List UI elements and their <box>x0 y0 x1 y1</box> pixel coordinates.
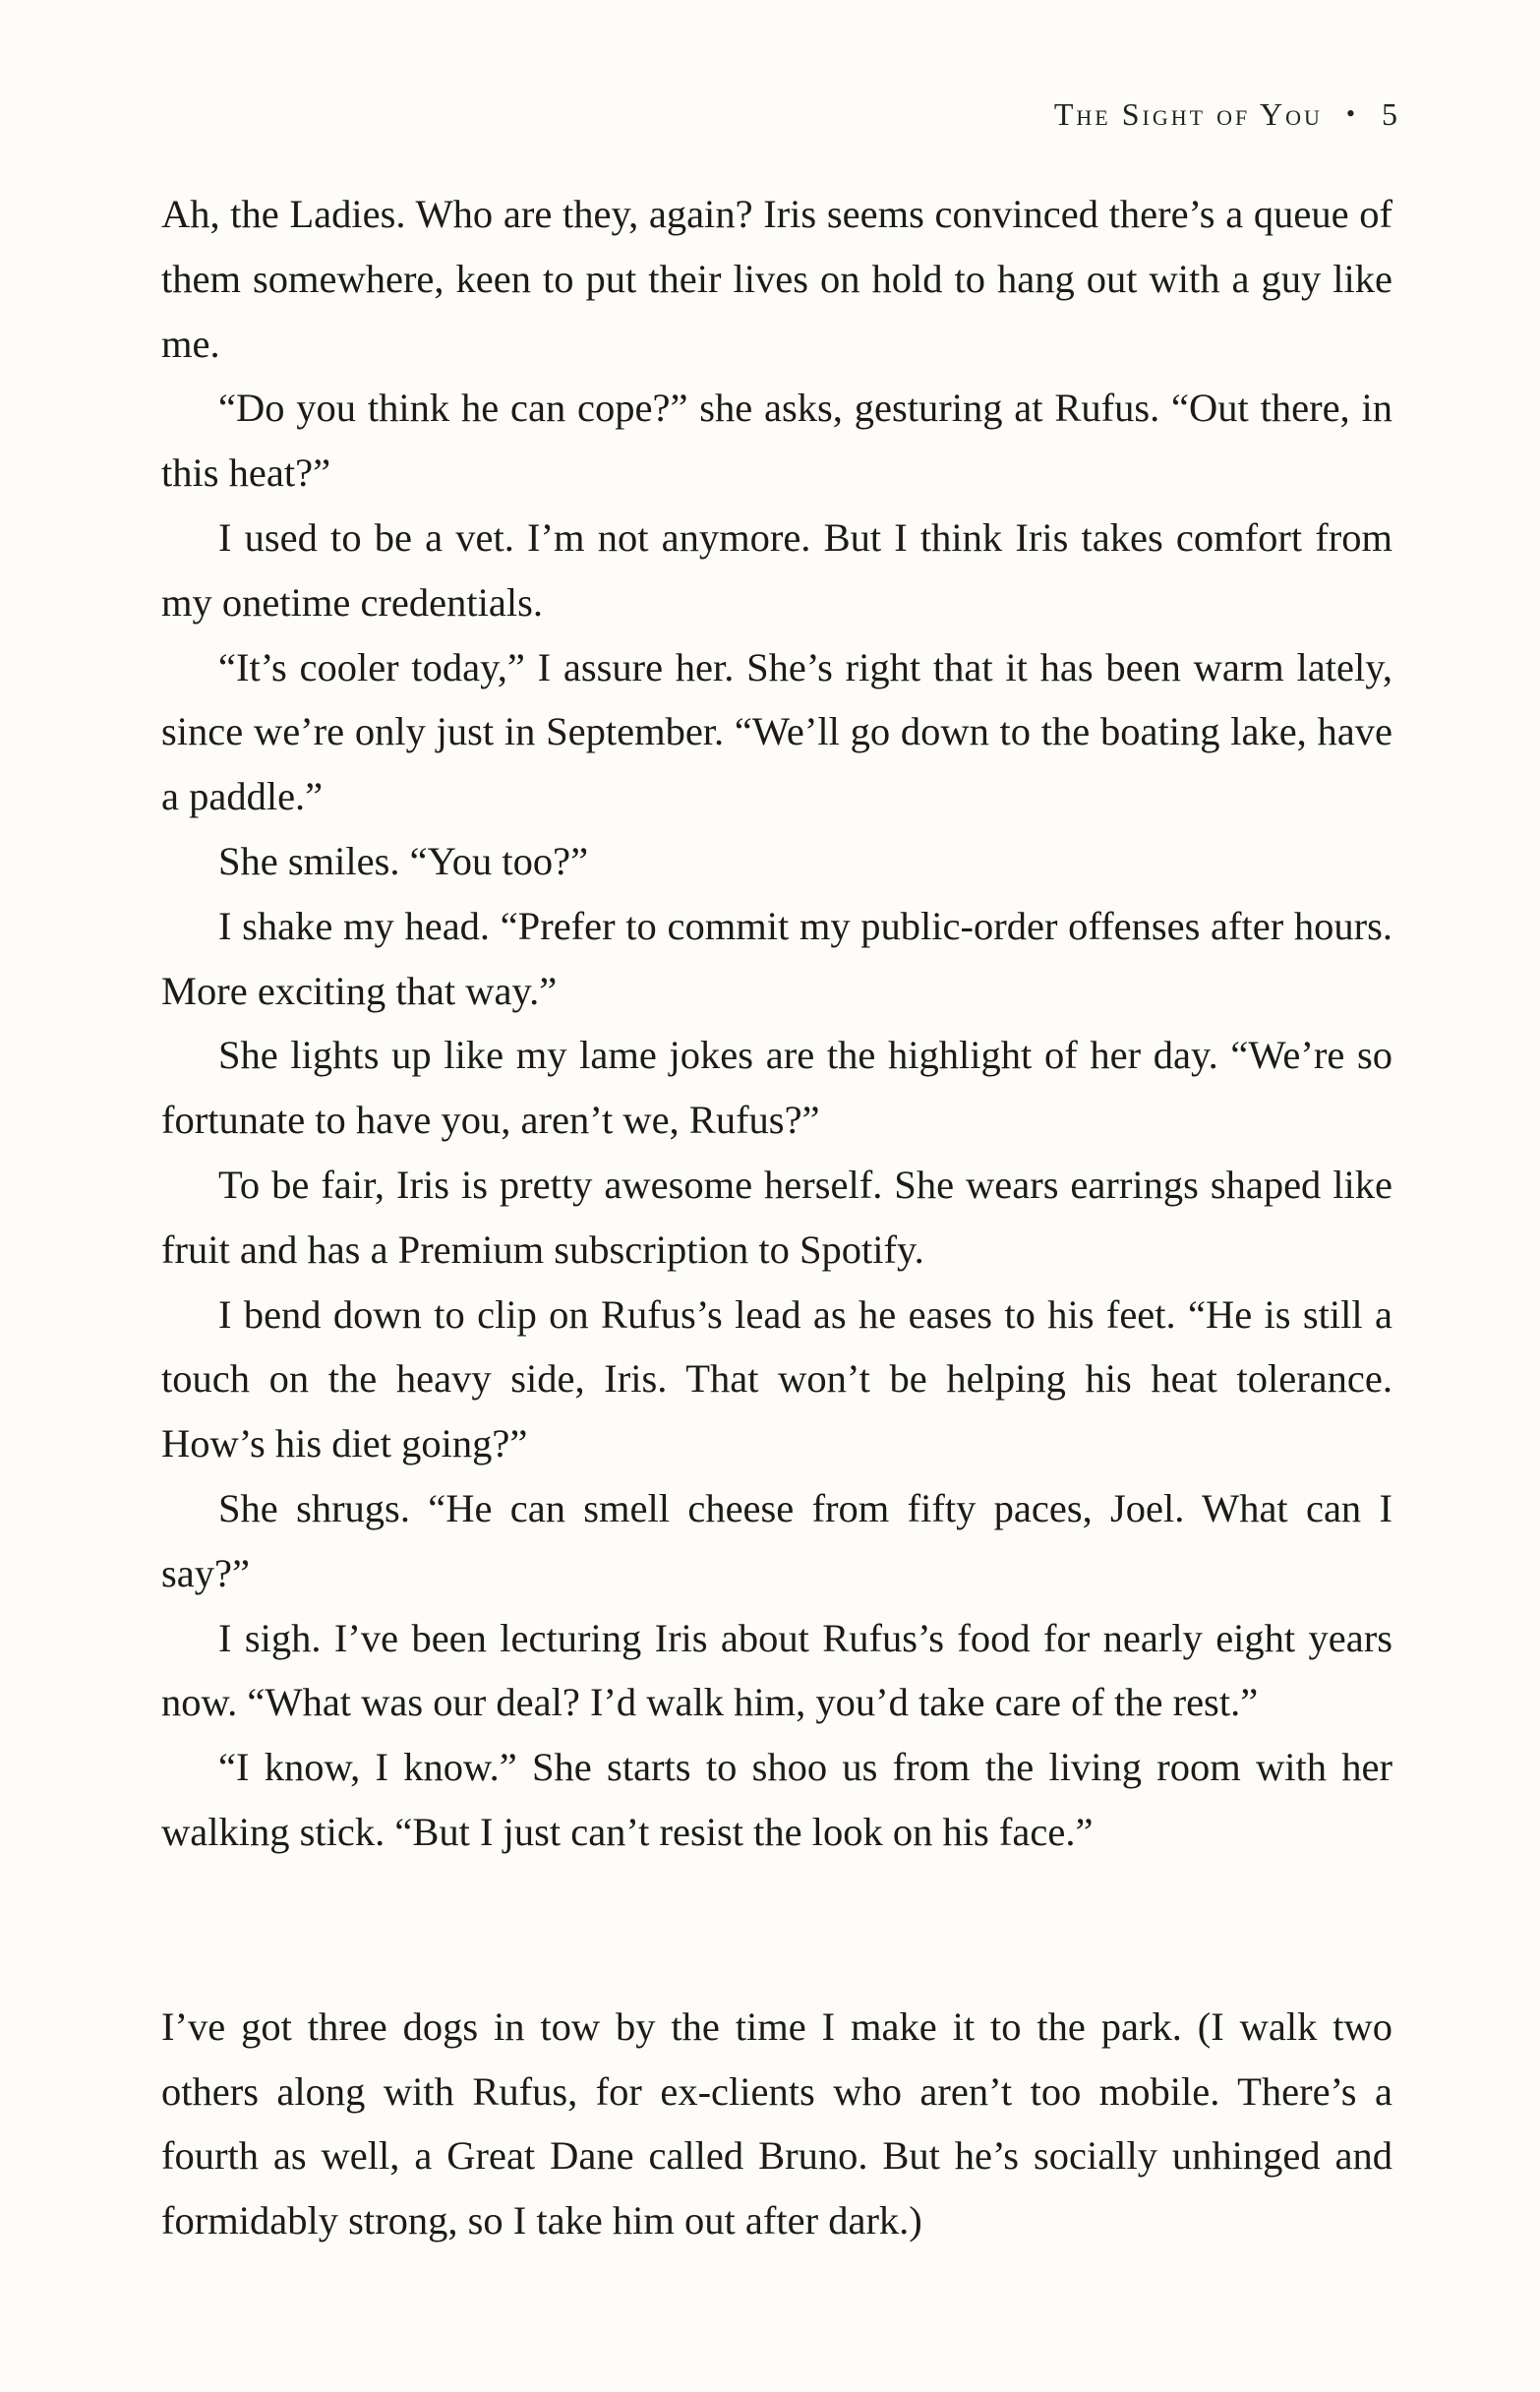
book-title: The Sight of You <box>1053 96 1323 132</box>
paragraph: She smiles. “You too?” <box>218 838 589 883</box>
paragraph: I sigh. I’ve been lecturing Iris about Rufus’s food for nearly eight years now. “What was our deal? I’d walk him, you’d take care of the rest.” <box>161 1615 1392 1725</box>
paragraph: I shake my head. “Prefer to commit my public-order offenses after hours. More exciting that way.” <box>161 903 1392 1013</box>
running-head <box>1054 96 1400 133</box>
paragraph: I’ve got three dogs in tow by the time I make it to the park. (I walk two others along with Rufus, for ex-clients who aren’t too mobile. There’s a fourth as well, a Great Dane called Bruno. But he’s socially unhinged and formidably strong, so I take him out after dark.) <box>161 2003 1392 2243</box>
header-separator: • <box>1345 99 1358 128</box>
paragraph: “I know, I know.” She starts to shoo us from the living room with her walking stick. “But I just can’t resist the look on his face.” <box>161 1745 1392 1854</box>
paragraph: I used to be a vet. I’m not anymore. But I think Iris takes comfort from my onetime credentials. <box>161 514 1392 625</box>
section-break <box>161 1865 1392 1995</box>
body-text <box>161 182 1392 2253</box>
paragraph: She shrugs. “He can smell cheese from fifty paces, Joel. What can I say?” <box>161 1485 1392 1595</box>
paragraph: “It’s cooler today,” I assure her. She’s right that it has been warm lately, since we’re only just in September. “We’ll go down to the boating lake, have a paddle.” <box>161 644 1392 819</box>
paragraph: I bend down to clip on Rufus’s lead as he eases to his feet. “He is still a touch on the heavy side, Iris. That won’t be helping his heat tolerance. How’s his diet going?” <box>161 1291 1392 1466</box>
page-number: 5 <box>1382 96 1400 132</box>
paragraph: She lights up like my lame jokes are the highlight of her day. “We’re so fortunate to have you, aren’t we, Rufus?” <box>161 1033 1392 1143</box>
paragraph: Ah, the Ladies. Who are they, again? Iris seems convinced there’s a queue of them somewhere, keen to put their lives on hold to hang out with a guy like me. <box>161 192 1392 366</box>
paragraph: “Do you think he can cope?” she asks, gesturing at Rufus. “Out there, in this heat?” <box>161 386 1392 496</box>
paragraph: To be fair, Iris is pretty awesome herself. She wears earrings shaped like fruit and has a Premium subscription to Spotify. <box>161 1162 1392 1272</box>
